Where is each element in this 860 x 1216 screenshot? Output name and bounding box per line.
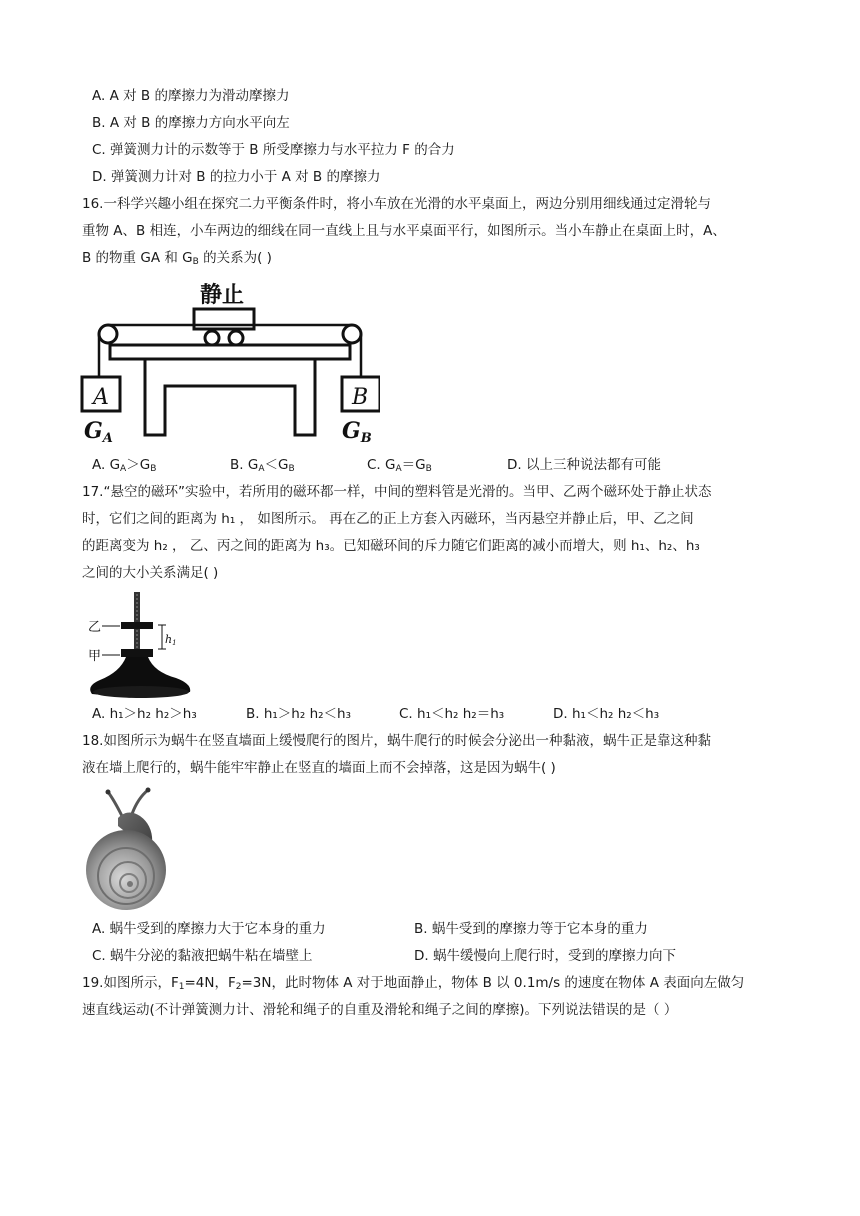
q18-option-a[interactable]: A. 蜗牛受到的摩擦力大于它本身的重力 xyxy=(92,921,326,937)
q16-option-c[interactable]: C. $G_A=G_B$ xyxy=(367,457,432,474)
q16-stem-line-3: B 的物重 GA 和 $G_B$ 的关系为( ) xyxy=(82,250,272,267)
q15-option-d[interactable]: D. 弹簧测力计对 B 的拉力小于 A 对 B 的摩擦力 xyxy=(92,169,381,185)
weight-a-symbol: GA xyxy=(84,418,113,445)
q16-stem-line-1: 16.一科学兴趣小组在探究二力平衡条件时，将小车放在光滑的水平桌面上，两边分别用细线通过定滑轮与 xyxy=(82,196,711,212)
q18-figure-snail xyxy=(82,786,172,910)
snail-photo xyxy=(82,786,172,910)
q19-stem-line-1: 19.如图所示，$F_1=4N$，$F_2=3N$，此时物体 A 对于地面静止，物体 B 以 0.1m/s 的速度在物体 A 表面向左做匀 xyxy=(82,975,745,992)
weight-a-label: A xyxy=(93,385,109,410)
table-top xyxy=(110,345,350,359)
magnetic-rings-photo xyxy=(86,592,196,700)
q17-option-b[interactable]: B. h₁＞h₂ h₂＜h₃ xyxy=(246,706,352,722)
cart-wheel-left xyxy=(205,331,219,345)
cart-wheel-right xyxy=(229,331,243,345)
ring-yi xyxy=(121,622,153,629)
q17-stem-line-4: 之间的大小关系满足( ) xyxy=(82,565,219,581)
pulley-right xyxy=(343,325,361,343)
q19-stem-line-2: 速直线运动(不计弹簧测力计、滑轮和绳子的自重及滑轮和绳子之间的摩擦)。下列说法错误的是（ ） xyxy=(82,1002,678,1018)
q16-figure-caption: 静止 xyxy=(200,283,245,308)
q18-option-c[interactable]: C. 蜗牛分泌的黏液把蜗牛粘在墙壁上 xyxy=(92,948,313,964)
q18-stem-line-2: 液在墙上爬行的，蜗牛能牢牢静止在竖直的墙面上而不会掉落，这是因为蜗牛( ) xyxy=(82,760,556,776)
q16-option-a[interactable]: A. $G_A>G_B$ xyxy=(92,457,157,474)
q17-stem-line-3: 的距离变为 h₂ ， 乙、丙之间的距离为 h₃。已知磁环间的斥力随它们距离的减小而增大，则 h₁、h₂、h₃ xyxy=(82,538,700,554)
q15-option-c[interactable]: C. 弹簧测力计的示数等于 B 所受摩擦力与水平拉力 F 的合力 xyxy=(92,142,455,158)
q16-stem-line-2: 重物 A、B 相连，小车两边的细线在同一直线上且与水平桌面平行，如图所示。当小车静止在桌面上时，A、 xyxy=(82,223,726,239)
q17-stem-line-2: 时，它们之间的距离为 h₁ ， 如图所示。 再在乙的正上方套入丙磁环，当丙悬空并静止后，甲、乙之间 xyxy=(82,511,694,527)
q16-figure-cart-pulley xyxy=(80,280,380,445)
q17-figure-magnetic-rings xyxy=(86,592,196,700)
q18-stem-line-1: 18.如图所示为蜗牛在竖直墙面上缓慢爬行的图片，蜗牛爬行的时候会分泌出一种黏液，蜗牛正是靠这种黏 xyxy=(82,733,711,749)
q17-option-d[interactable]: D. h₁＜h₂ h₂＜h₃ xyxy=(553,706,660,722)
q16-option-d[interactable]: D. 以上三种说法都有可能 xyxy=(507,457,661,473)
q16-option-b[interactable]: B. $G_A<G_B$ xyxy=(230,457,295,474)
q15-option-a[interactable]: A. A 对 B 的摩擦力为滑动摩擦力 xyxy=(92,88,290,104)
weight-b-symbol: GB xyxy=(342,418,372,445)
label-jia: 甲 xyxy=(88,649,102,664)
ring-jia xyxy=(121,649,153,657)
label-h1: h1 xyxy=(165,633,177,647)
label-yi: 乙 xyxy=(88,620,102,635)
pulley-left xyxy=(99,325,117,343)
q15-option-b[interactable]: B. A 对 B 的摩擦力方向水平向左 xyxy=(92,115,290,131)
cart-pulley-diagram xyxy=(80,280,380,445)
q18-option-d[interactable]: D. 蜗牛缓慢向上爬行时，受到的摩擦力向下 xyxy=(414,948,676,964)
q17-option-c[interactable]: C. h₁＜h₂ h₂＝h₃ xyxy=(399,706,505,722)
q17-option-a[interactable]: A. h₁＞h₂ h₂＞h₃ xyxy=(92,706,197,722)
weight-b-label: B xyxy=(352,385,369,410)
q18-option-b[interactable]: B. 蜗牛受到的摩擦力等于它本身的重力 xyxy=(414,921,648,937)
q17-stem-line-1: 17.“悬空的磁环”实验中，若所用的磁环都一样，中间的塑料管是光滑的。当甲、乙两个磁环处于静止状态 xyxy=(82,484,712,500)
table-frame xyxy=(145,359,315,435)
